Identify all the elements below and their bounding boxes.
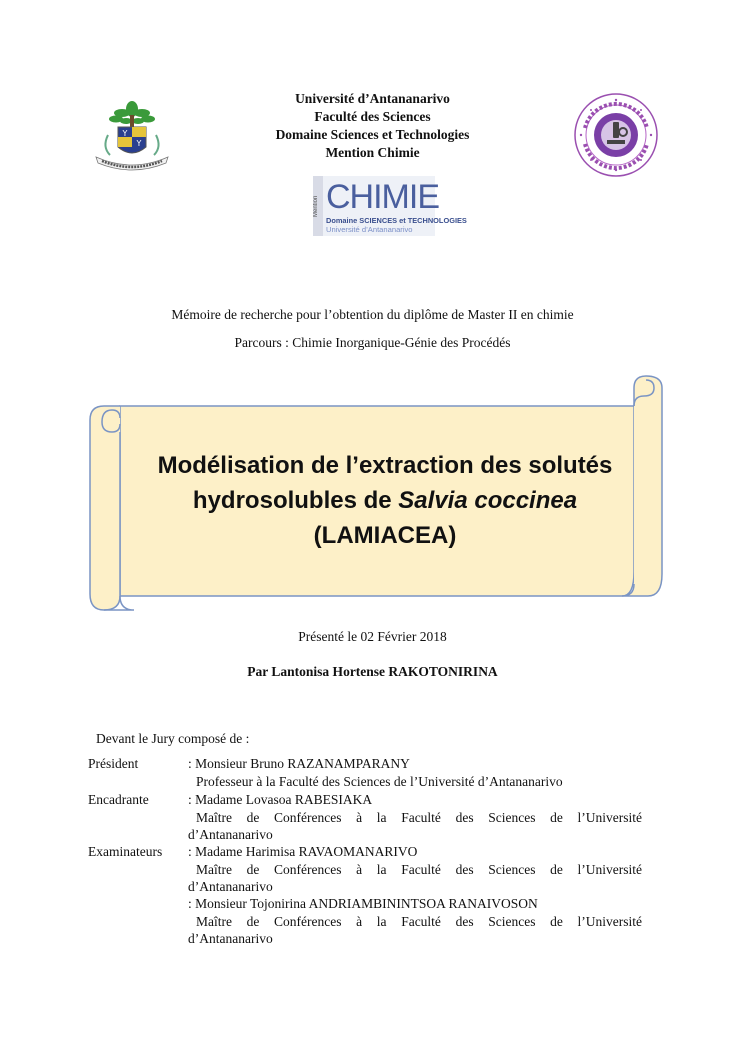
chimie-logo-domain: Domaine SCIENCES et TECHNOLOGIES [326, 216, 467, 225]
president-entry [188, 755, 642, 790]
examinateurs-role: Examinateurs [88, 844, 163, 859]
parcours-line: Parcours : Chimie Inorganique-Génie des Procédés [234, 335, 511, 350]
examinateur-1-title-cont: d’Antananarivo [188, 879, 273, 895]
presentation-date: Présenté le 02 Février 2018 [298, 629, 447, 644]
encadrante-title-cont: d’Antananarivo [188, 827, 273, 843]
thesis-title-part2: (LAMIACEA) [313, 522, 457, 549]
examinateur-2-name: : Monsieur Tojonirina ANDRIAMBININTSOA RANAIVOSON [188, 896, 538, 911]
examinateur-2-entry [188, 895, 642, 948]
encadrante-title: Maître de Conférences à la Faculté des Sciences de l’Université [196, 809, 642, 825]
examinateur-1-name: : Madame Harimisa RAVAOMANARIVO [188, 844, 418, 859]
memoire-line: Mémoire de recherche pour l’obtention du diplôme de Master II en chimie [171, 307, 574, 322]
examinateur-1-title: Maître de Conférences à la Faculté des Sciences de l’Université [196, 861, 642, 877]
encadrante-role: Encadrante [88, 792, 149, 807]
president-name: : Monsieur Bruno RAZANAMPARANY [188, 756, 410, 771]
svg-text:Y: Y [136, 139, 142, 148]
jury-intro: Devant le Jury composé de : [96, 731, 250, 746]
university-name: Université d’Antananarivo [295, 91, 450, 106]
chimie-logo-word: CHIMIE [326, 178, 439, 216]
examinateur-2-title-cont: d’Antananarivo [188, 931, 273, 947]
mention-name: Mention Chimie [325, 145, 420, 160]
svg-text:Y: Y [122, 129, 128, 138]
examinateur-1-entry [188, 843, 642, 896]
chimie-logo-mention: Mention [313, 176, 323, 236]
encadrante-entry [188, 791, 642, 844]
president-title: Professeur à la Faculté des Sciences de l’Université d’Antananarivo [196, 773, 563, 789]
thesis-title-species: Salvia coccinea [398, 487, 578, 514]
chimie-logo-university: Université d’Antananarivo [326, 225, 413, 234]
author-line: Par Lantonisa Hortense RAKOTONIRINA [247, 664, 498, 679]
faculty-name: Faculté des Sciences [314, 109, 431, 124]
domain-name: Domaine Sciences et Technologies [275, 127, 470, 142]
thesis-title-part1: Modélisation de l’extraction des solutés hydrosolubles de [157, 452, 613, 514]
examinateur-2-title: Maître de Conférences à la Faculté des Sciences de l’Université [196, 913, 642, 929]
president-role: Président [88, 756, 139, 771]
encadrante-name: : Madame Lovasoa RABESIAKA [188, 792, 373, 807]
